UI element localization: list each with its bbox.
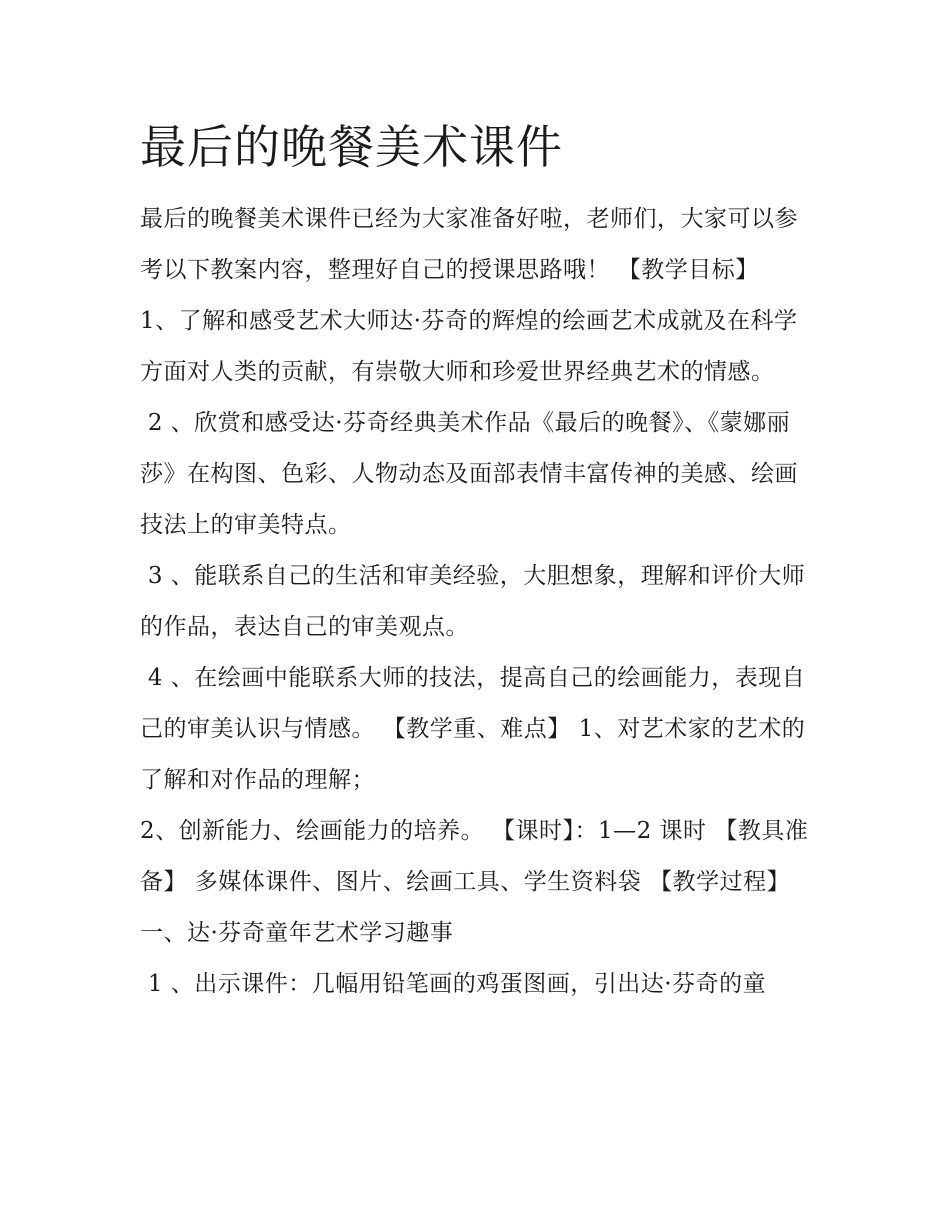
paragraph-intro: 最后的晚餐美术课件已经为大家准备好啦，老师们，大家可以参考以下教案内容，整理好自己的授课思路哦！ 【教学目标】 (140, 206, 798, 283)
paragraph-objective-3: 3 、能联系自己的生活和审美经验，大胆想象，理解和评价大师的作品，表达自己的审美观点。 (140, 563, 806, 640)
document-title: 最后的晚餐美术课件 (140, 120, 563, 174)
paragraph-objective-2: 2 、欣赏和感受达·芬奇经典美术作品《最后的晚餐》、《蒙娜丽莎》在构图、色彩、人物动态及面部表情丰富传神的美感、绘画技法上的审美特点。 (140, 410, 798, 538)
paragraph-focus-2: 2、创新能力、绘画能力的培养。 【课时】：1—2 课时 【教具准备】 多媒体课件、图片、绘画工具、学生资料袋 【教学过程】 一、达·芬奇童年艺术学习趣事 (140, 818, 809, 946)
paragraph-process-1: 1 、出示课件：几幅用铅笔画的鸡蛋图画，引出达·芬奇的童 (140, 971, 767, 997)
document-page (140, 112, 820, 1010)
paragraph-objective-1: 1、了解和感受艺术大师达·芬奇的辉煌的绘画艺术成就及在科学方面对人类的贡献，有崇敬大师和珍爱世界经典艺术的情感。 (140, 308, 798, 385)
paragraph-objective-4: 4 、在绘画中能联系大师的技法，提高自己的绘画能力，表现自己的审美认识与情感。 【教学重、难点】 1、对艺术家的艺术的了解和对作品的理解； (140, 665, 806, 793)
